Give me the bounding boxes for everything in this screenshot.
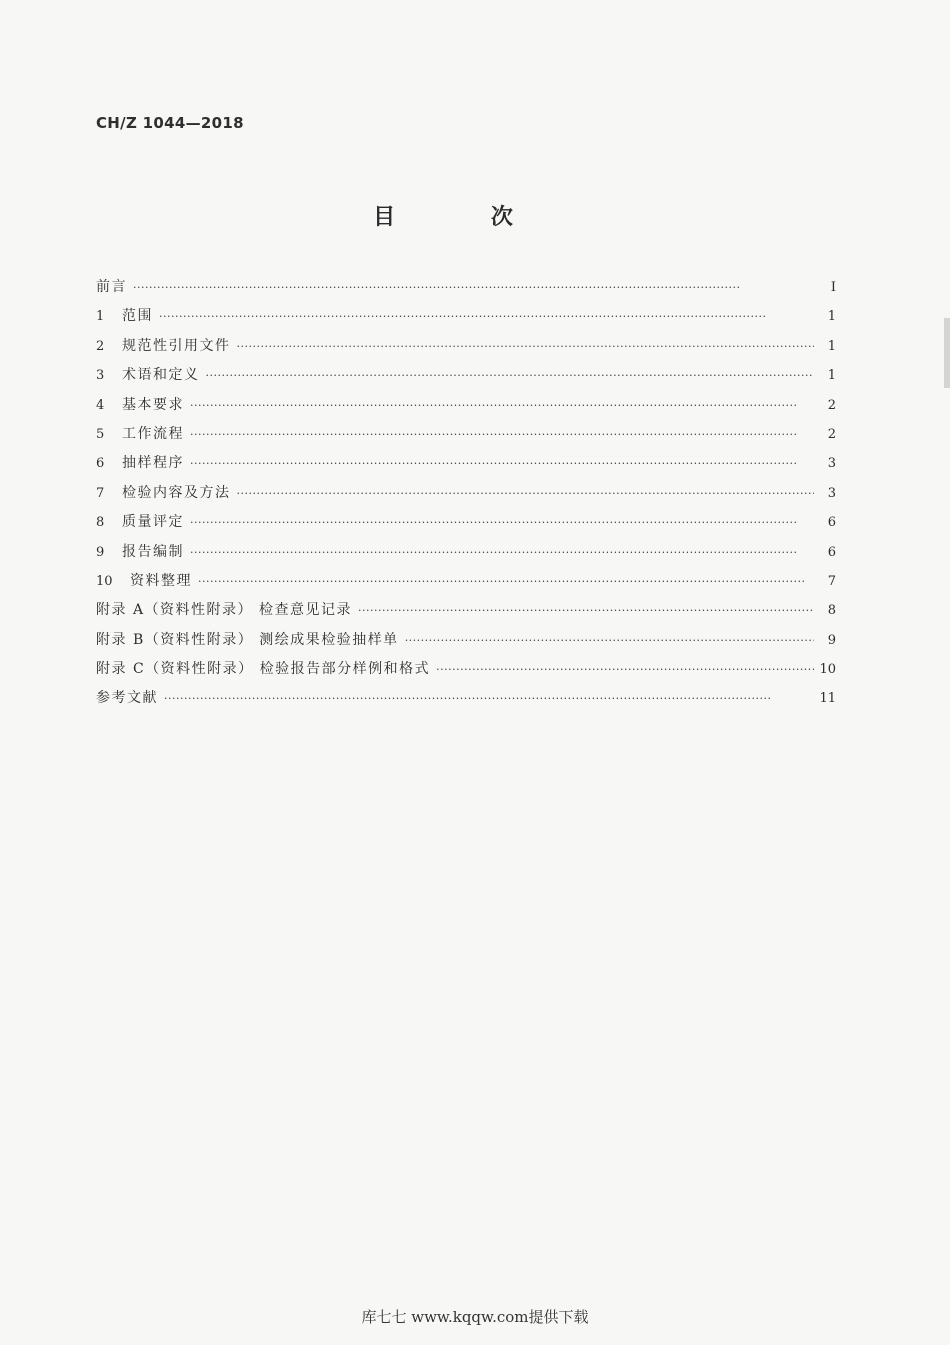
toc-title: 目 次 bbox=[373, 205, 557, 230]
toc-entry-label: 参考文献 bbox=[96, 690, 158, 707]
toc-entry-page: 1 bbox=[827, 338, 836, 354]
toc-entry-3[interactable] bbox=[96, 364, 836, 393]
toc-entry-page: 11 bbox=[819, 691, 836, 707]
toc-leader-dots bbox=[164, 692, 814, 705]
toc-entry-label: 附录 B（资料性附录） 测绘成果检验抽样单 bbox=[96, 631, 399, 648]
toc-entry-label: 前言 bbox=[96, 279, 127, 295]
toc-entry-references[interactable] bbox=[96, 687, 836, 716]
toc-leader-dots bbox=[190, 399, 814, 412]
toc-entry-6[interactable] bbox=[96, 452, 836, 481]
toc-entry-9[interactable] bbox=[96, 541, 836, 570]
toc-entry-number: 4 bbox=[96, 397, 105, 413]
toc-leader-dots bbox=[436, 663, 814, 676]
toc-entry-number: 6 bbox=[96, 456, 105, 472]
toc-entry-page: 1 bbox=[827, 309, 836, 325]
toc-entry-label: 抽样程序 bbox=[122, 455, 184, 472]
toc-leader-dots bbox=[190, 457, 814, 470]
toc-entry-number: 8 bbox=[96, 515, 105, 531]
toc-entry-4[interactable] bbox=[96, 394, 836, 423]
toc-entry-appendix-b[interactable] bbox=[96, 629, 836, 658]
standard-code: CH/Z 1044—2018 bbox=[96, 114, 244, 132]
toc-leader-dots bbox=[190, 428, 814, 441]
toc-leader-dots bbox=[190, 546, 814, 559]
toc-entry-2[interactable] bbox=[96, 335, 836, 364]
toc-entry-number: 9 bbox=[96, 544, 105, 560]
toc-entry-10[interactable] bbox=[96, 570, 836, 599]
toc-entry-page: I bbox=[830, 280, 836, 295]
table-of-contents bbox=[96, 276, 836, 717]
toc-entry-label: 规范性引用文件 bbox=[122, 337, 231, 354]
toc-leader-dots bbox=[405, 634, 814, 647]
toc-entry-page: 9 bbox=[827, 632, 836, 648]
toc-entry-number: 7 bbox=[96, 485, 105, 501]
scan-edge-mark bbox=[944, 318, 950, 388]
toc-entry-page: 10 bbox=[819, 662, 836, 678]
toc-leader-dots bbox=[190, 516, 814, 529]
toc-entry-5[interactable] bbox=[96, 423, 836, 452]
toc-entry-label: 附录 A（资料性附录） 检查意见记录 bbox=[96, 602, 353, 619]
toc-leader-dots bbox=[237, 340, 815, 353]
toc-entry-label: 基本要求 bbox=[122, 396, 184, 413]
toc-entry-label: 资料整理 bbox=[130, 572, 192, 589]
toc-entry-number: 3 bbox=[96, 368, 105, 384]
toc-entry-page: 6 bbox=[827, 544, 836, 560]
toc-entry-page: 3 bbox=[827, 456, 836, 472]
toc-entry-page: 1 bbox=[827, 368, 836, 384]
toc-entry-number: 2 bbox=[96, 338, 105, 354]
toc-entry-label: 报告编制 bbox=[122, 543, 184, 560]
toc-entry-1[interactable] bbox=[96, 305, 836, 334]
toc-leader-dots bbox=[159, 310, 814, 323]
toc-entry-page: 3 bbox=[827, 485, 836, 501]
toc-entry-page: 8 bbox=[827, 603, 836, 619]
toc-entry-8[interactable] bbox=[96, 511, 836, 540]
toc-entry-page: 7 bbox=[827, 573, 836, 589]
toc-leader-dots bbox=[206, 369, 815, 382]
toc-entry-appendix-c[interactable] bbox=[96, 658, 836, 687]
toc-entry-label: 附录 C（资料性附录） 检验报告部分样例和格式 bbox=[96, 661, 431, 678]
toc-entry-number: 5 bbox=[96, 426, 105, 442]
toc-entry-number: 10 bbox=[96, 573, 113, 589]
toc-entry-label: 质量评定 bbox=[122, 514, 184, 531]
toc-entry-number: 1 bbox=[96, 309, 105, 325]
toc-leader-dots bbox=[237, 487, 815, 500]
toc-entry-7[interactable] bbox=[96, 482, 836, 511]
toc-leader-dots bbox=[133, 281, 814, 294]
toc-entry-label: 范围 bbox=[122, 308, 153, 325]
toc-entry-page: 2 bbox=[827, 426, 836, 442]
toc-entry-page: 6 bbox=[827, 515, 836, 531]
toc-entry-label: 术语和定义 bbox=[122, 367, 200, 384]
download-footer: 库七七 www.kqqw.com提供下载 bbox=[361, 1308, 589, 1326]
toc-entry-appendix-a[interactable] bbox=[96, 599, 836, 628]
toc-entry-page: 2 bbox=[827, 397, 836, 413]
toc-leader-dots bbox=[358, 604, 814, 617]
toc-leader-dots bbox=[198, 575, 814, 588]
toc-entry-foreword[interactable] bbox=[96, 276, 836, 305]
toc-entry-label: 工作流程 bbox=[122, 425, 184, 442]
toc-entry-label: 检验内容及方法 bbox=[122, 484, 231, 501]
